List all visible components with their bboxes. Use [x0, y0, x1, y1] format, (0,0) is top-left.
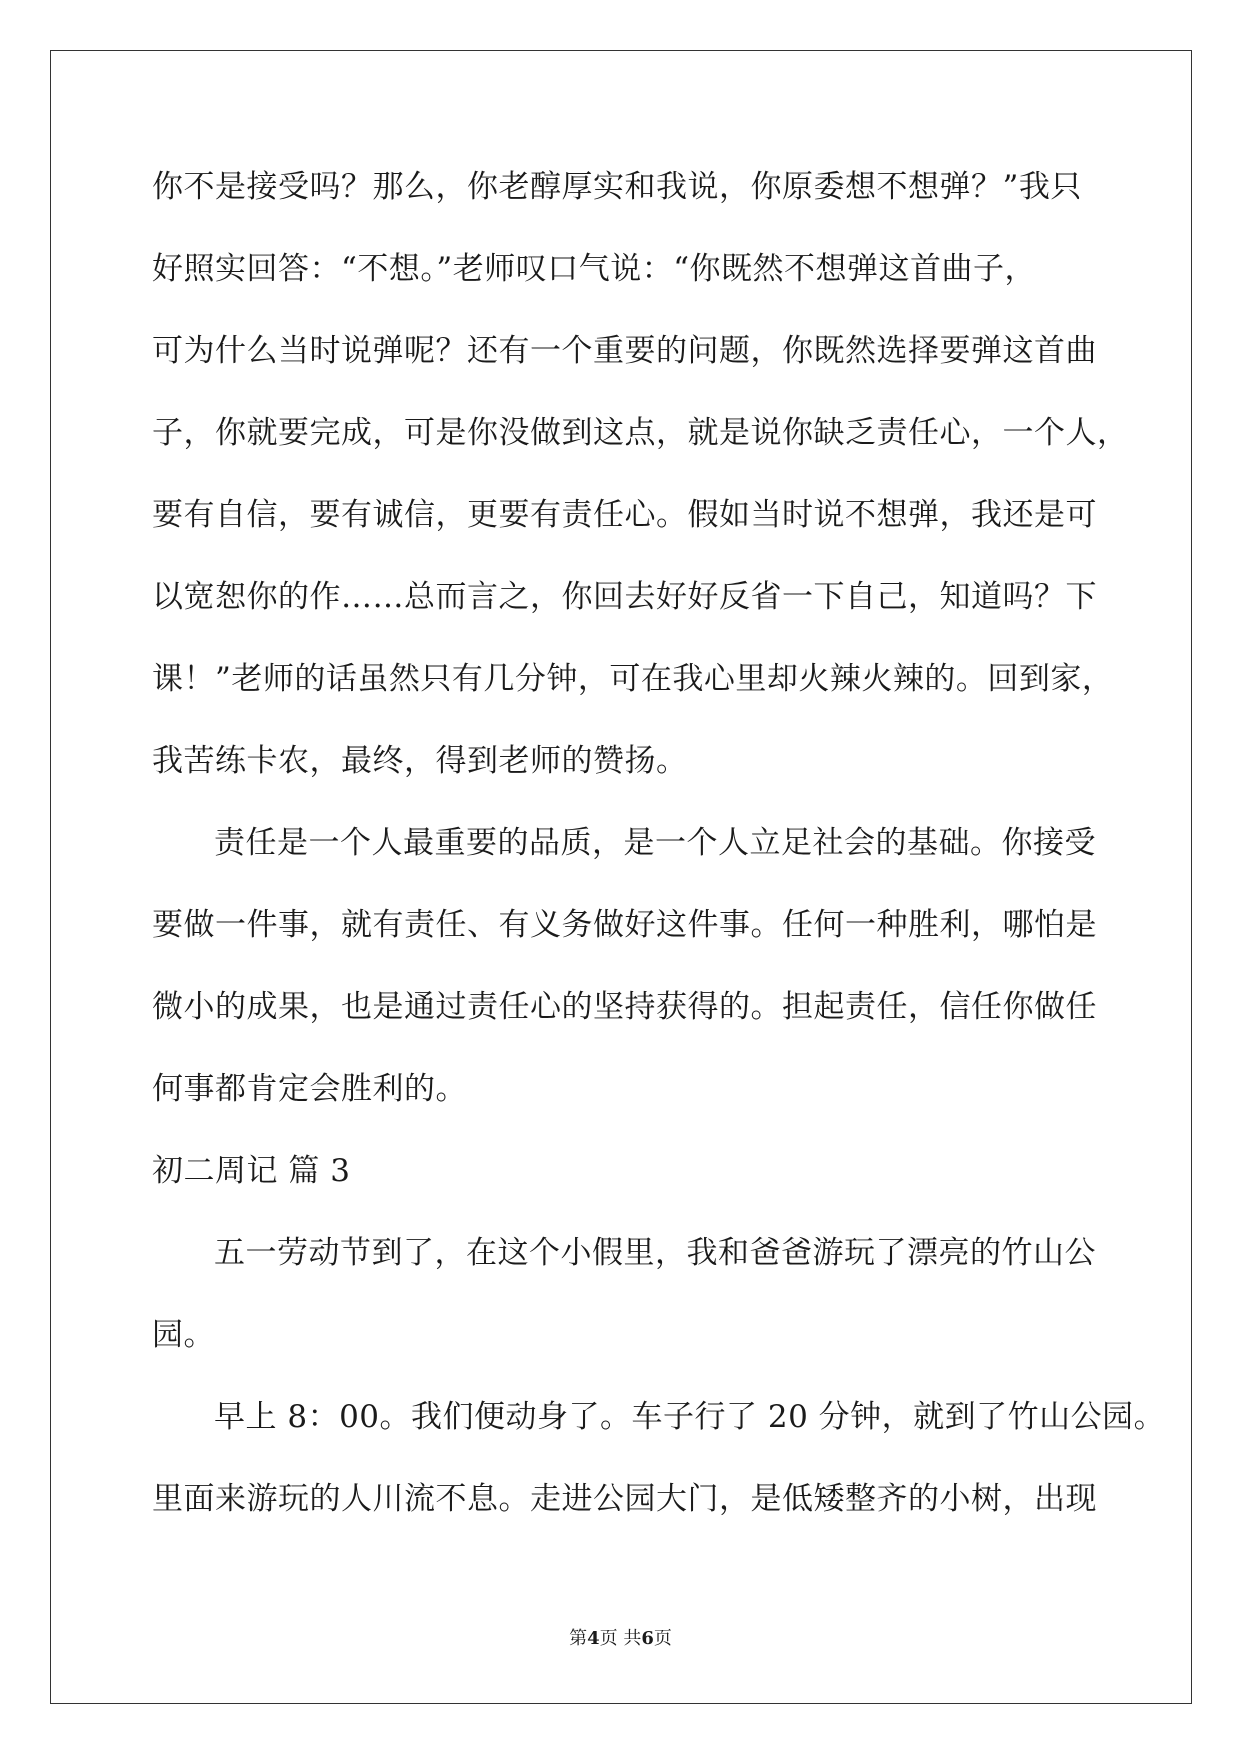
page-footer — [0, 1627, 1241, 1651]
footer-prefix: 第 — [569, 1628, 588, 1649]
text-line: 你不是接受吗？那么，你老醇厚实和我说，你原委想不想弹？”我只 — [152, 169, 1082, 205]
text-line: 课！”老师的话虽然只有几分钟，可在我心里却火辣火辣的。回到家， — [152, 661, 1114, 697]
text-line: 责任是一个人最重要的品质，是一个人立足社会的基础。你接受 — [214, 825, 1096, 861]
current-page-number: 4 — [587, 1628, 600, 1649]
section-heading: 初二周记 篇 3 — [152, 1153, 351, 1189]
text-line: 可为什么当时说弹呢？还有一个重要的问题，你既然选择要弹这首曲 — [152, 333, 1097, 369]
text-line: 五一劳动节到了，在这个小假里，我和爸爸游玩了漂亮的竹山公 — [214, 1235, 1096, 1271]
text-line: 园。 — [152, 1317, 215, 1353]
text-line: 好照实回答：“不想。”老师叹口气说：“你既然不想弹这首曲子， — [152, 251, 1037, 287]
text-line: 何事都肯定会胜利的。 — [152, 1071, 467, 1107]
text-line: 子，你就要完成，可是你没做到这点，就是说你缺乏责任心，一个人， — [152, 415, 1129, 451]
text-line: 要做一件事，就有责任、有义务做好这件事。任何一种胜利，哪怕是 — [152, 907, 1097, 943]
text-line: 微小的成果，也是通过责任心的坚持获得的。担起责任，信任你做任 — [152, 989, 1097, 1025]
text-line: 里面来游玩的人川流不息。走进公园大门，是低矮整齐的小树，出现 — [152, 1481, 1097, 1517]
text-line: 要有自信，要有诚信，更要有责任心。假如当时说不想弹，我还是可 — [152, 497, 1097, 533]
total-page-number: 6 — [641, 1628, 654, 1649]
text-line: 早上 8：00。我们便动身了。车子行了 20 分钟，就到了竹山公园。 — [214, 1399, 1166, 1435]
footer-suffix: 页 — [653, 1628, 672, 1649]
document-body — [152, 162, 1166, 1556]
text-line: 我苦练卡农，最终，得到老师的赞扬。 — [152, 743, 688, 779]
text-line: 以宽恕你的作……总而言之，你回去好好反省一下自己，知道吗？下 — [152, 579, 1097, 615]
footer-middle: 页 共 — [599, 1628, 642, 1649]
